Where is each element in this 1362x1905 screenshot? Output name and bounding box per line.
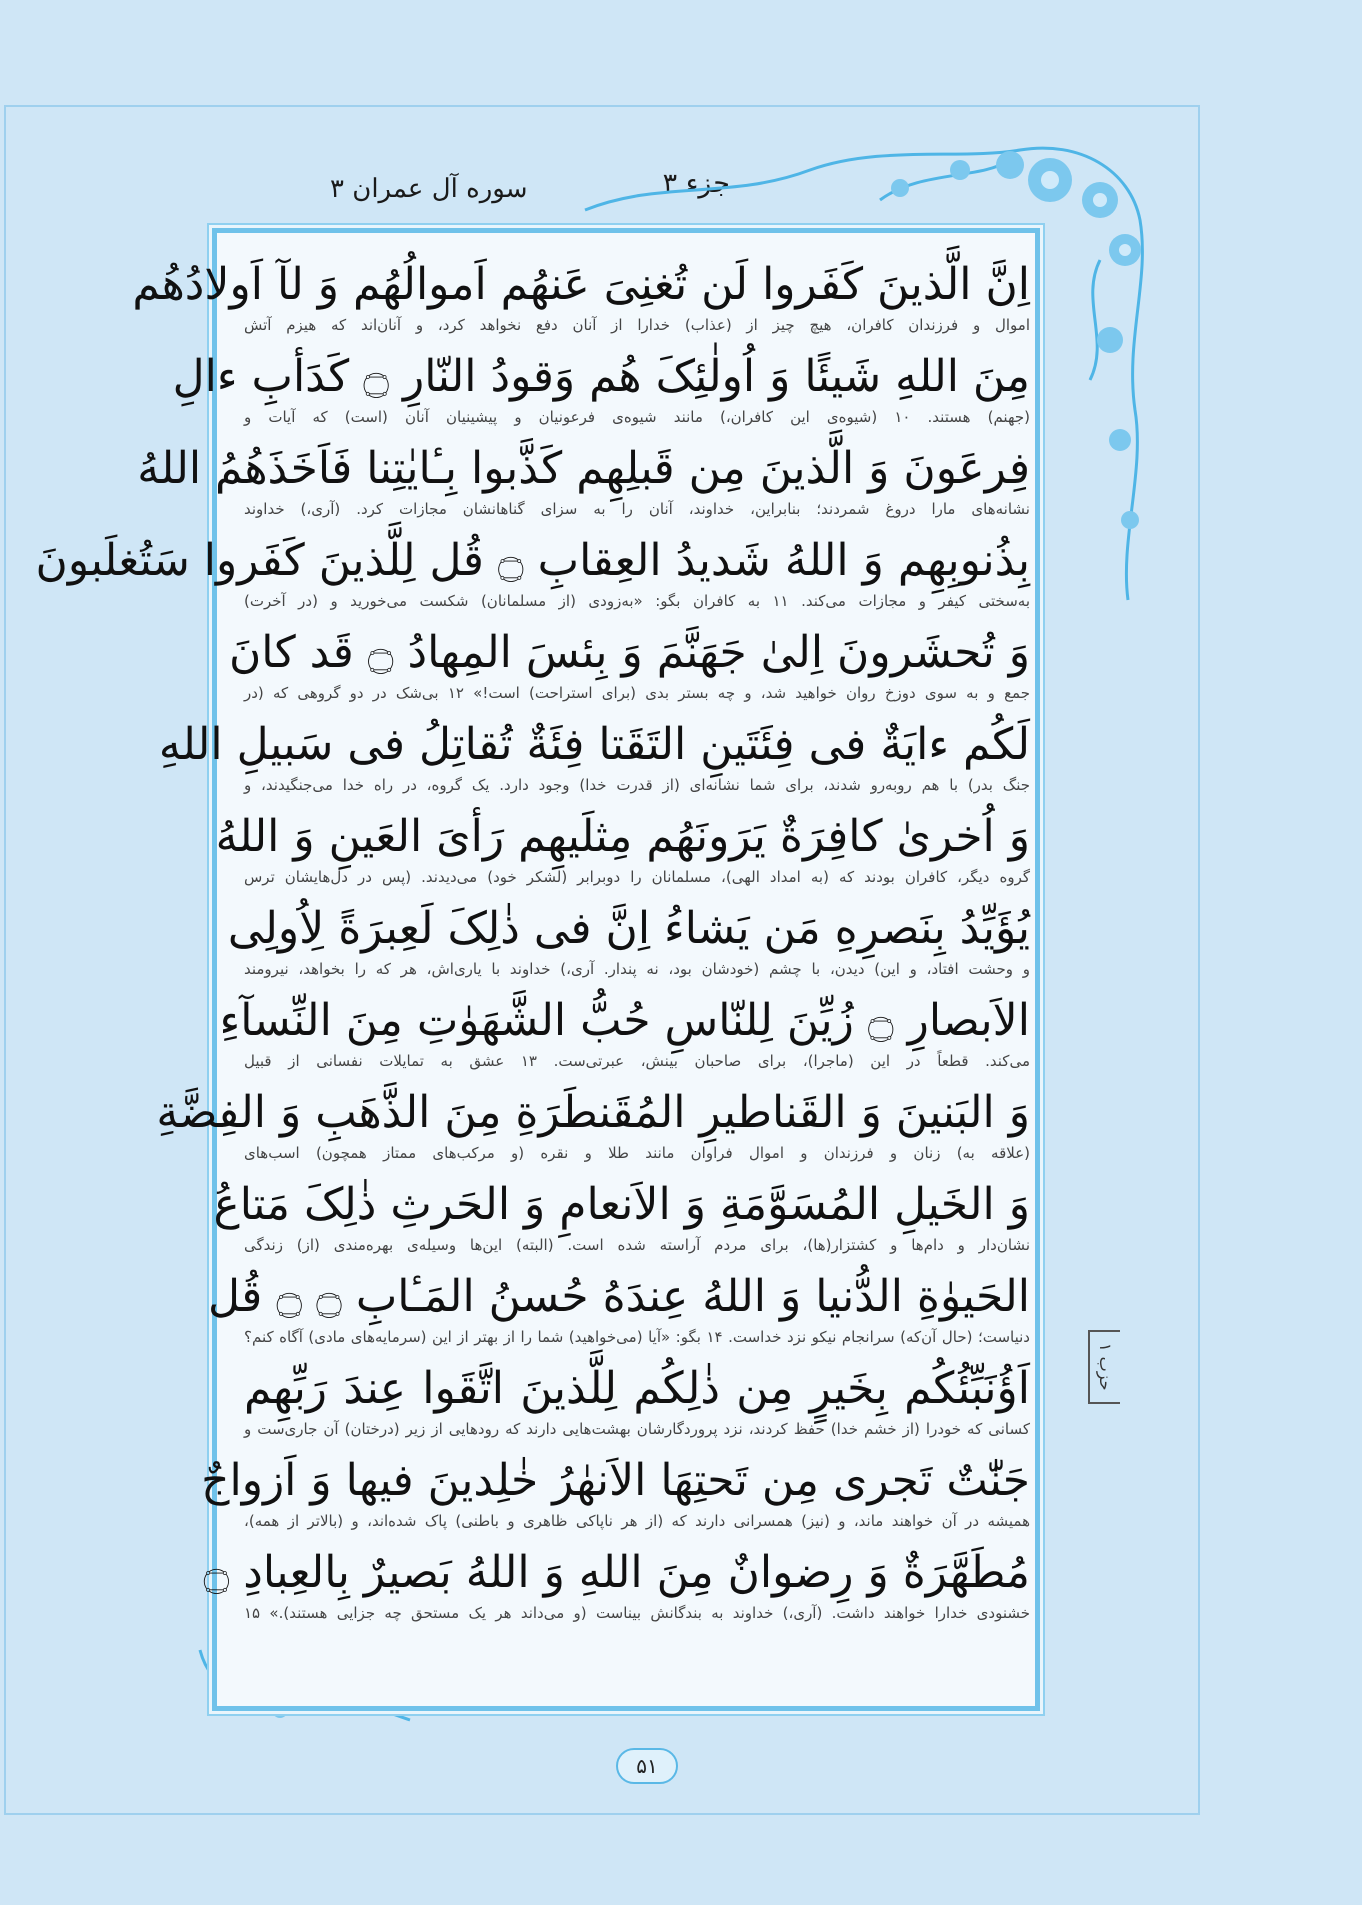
verse-block	[244, 1359, 1030, 1451]
persian-translation-line: می‌کند. قطعاً در این (ماجرا)، برای صاحبان بینش، عبرتی‌ست. ۱۳ عشق به تمایلات نفسانی از قبیل	[244, 1052, 1030, 1070]
arabic-verse-line: مُطَهَّرَةٌ وَ رِضوانٌ مِنَ اللهِ وَ اللهُ بَصیرٌ بِالعِبادِ ۝	[203, 1547, 1030, 1598]
page-number-ornament	[602, 1738, 692, 1794]
verse-block	[201, 1451, 1030, 1543]
page-number: ۵۱	[616, 1748, 678, 1784]
verse-block	[219, 991, 1030, 1083]
persian-translation-line: (جهنم) هستند. ۱۰ (شیوه‌ی این کافران،) مانند شیوه‌ی فرعونیان و پیشینیان آنان (است) که آیات و	[244, 408, 1030, 426]
arabic-verse-line: وَ الخَیلِ المُسَوَّمَةِ وَ الاَنعامِ وَ الحَرثِ ذٰلِکَ مَتاعُ	[213, 1179, 1030, 1230]
verse-block	[137, 439, 1030, 531]
verse-block	[207, 1267, 1030, 1359]
persian-translation-line: دنیاست؛ (حال آن‌که) سرانجام نیکو نزد خداست. ۱۴ بگو: «آیا (می‌خواهید) شما را از بهتر از این (سرمایه‌های مادی) آگاه کنم؟	[244, 1328, 1030, 1346]
persian-translation-line: جنگ بدر) با هم روبه‌رو شدند، برای شما نشانه‌ای (از قدرت خدا) وجود دارد. یک گروه، در راه خدا می‌جنگیدند، و	[244, 776, 1030, 794]
arabic-verse-line: وَ تُحشَرونَ اِلیٰ جَهَنَّمَ وَ بِئسَ المِهادُ ۝ قَد کانَ	[228, 627, 1030, 678]
arabic-verse-line: وَ البَنینَ وَ القَناطیرِ المُقَنطَرَةِ مِنَ الذَّهَبِ وَ الفِضَّةِ	[156, 1087, 1030, 1138]
arabic-verse-line: بِذُنوبِهِم وَ اللهُ شَدیدُ العِقابِ ۝ قُل لِلَّذینَ کَفَروا سَتُغلَبونَ	[35, 535, 1030, 586]
verse-block	[213, 1175, 1030, 1267]
persian-translation-line: همیشه در آن خواهند ماند، و (نیز) همسرانی دارند که (از هر ناپاکی ظاهری و باطنی) پاک شده‌اند، و (بالاتر از همه)،	[244, 1512, 1030, 1530]
verse-block	[35, 531, 1030, 623]
persian-translation-line: به‌سختی کیفر و مجازات می‌کند. ۱۱ به کافران بگو: «به‌زودی (از مسلمانان) شکست می‌خورید و (در آخرت)	[244, 592, 1030, 610]
arabic-verse-line: جَنّٰتٌ تَجری مِن تَحتِهَا الاَنهٰرُ خٰلِدینَ فیها وَ اَزواجٌ	[201, 1455, 1030, 1506]
arabic-verse-line: یُؤَیِّدُ بِنَصرِهِ مَن یَشاءُ اِنَّ فی ذٰلِکَ لَعِبرَةً لِاُولِی	[227, 903, 1030, 954]
verse-block	[172, 347, 1030, 439]
arabic-verse-line: وَ اُخریٰ کافِرَةٌ یَرَونَهُم مِثلَیهِم رَأیَ العَینِ وَ اللهُ	[215, 811, 1030, 862]
juz-label: جزء ۳	[662, 168, 730, 199]
hizb-marker: حزب ۱	[1088, 1330, 1120, 1404]
verse-block	[227, 899, 1030, 991]
verse-block	[156, 1083, 1030, 1175]
persian-translation-line: خشنودی خدارا خواهند داشت. (آری،) خداوند به بندگانش بیناست (و می‌داند هر یک مستحق چه جزایی هستند).» ۱۵	[244, 1604, 1030, 1622]
page-header	[330, 168, 730, 218]
persian-translation-line: نشان‌دار و دام‌ها و کشتزار(ها)، برای مردم آراسته شده است. (البته) این‌ها وسیله‌ی بهره‌مندی (از) زندگی	[244, 1236, 1030, 1254]
persian-translation-line: جمع و به سوی دوزخ روان خواهید شد، و چه بستر بدی (برای استراحت) است!» ۱۲ بی‌شک در دو گروهی که (در	[244, 684, 1030, 702]
arabic-verse-line: فِرعَونَ وَ الَّذینَ مِن قَبلِهِم کَذَّبوا بِـٔایٰتِنا فَاَخَذَهُمُ اللهُ	[137, 443, 1030, 494]
arabic-verse-line: مِنَ اللهِ شَیئًا وَ اُولٰئِکَ هُم وَقودُ النّارِ ۝ کَدَأبِ ءالِ	[172, 351, 1030, 402]
persian-translation-line: و وحشت افتاد، و این) دیدن، با چشم (خودشان بود، نه پندار. آری،) خداوند با یاری‌اش، هر که را بخواهد، نیرومند	[244, 960, 1030, 978]
arabic-verse-line: الحَیوٰةِ الدُّنیا وَ اللهُ عِندَهُ حُسنُ المَـٔابِ ۝ ۝ قُل	[207, 1271, 1030, 1322]
arabic-verse-line: اِنَّ الَّذینَ کَفَروا لَن تُغنِیَ عَنهُم اَموالُهُم وَ لآ اَولادُهُم	[132, 259, 1030, 310]
verse-block	[228, 623, 1030, 715]
persian-translation-line: اموال و فرزندان کافران، هیچ چیز از (عذاب) خدارا از آنان دفع نخواهد کرد، و آنان‌اند که هیزم آتش	[244, 316, 1030, 334]
persian-translation-line: گروه دیگر، کافران بودند که (به امداد الهی)، مسلمانان را دوبرابر (لشکر خود) می‌دیدند. (پس در دل‌هایشان ترس	[244, 868, 1030, 886]
verse-block	[132, 255, 1030, 347]
verse-block	[215, 807, 1030, 899]
verse-block	[203, 1543, 1030, 1635]
verse-block	[158, 715, 1030, 807]
arabic-verse-line: اَؤُنَبِّئُکُم بِخَیرٍ مِن ذٰلِکُم لِلَّذینَ اتَّقَوا عِندَ رَبِّهِم	[244, 1363, 1030, 1414]
arabic-verse-line: الاَبصارِ ۝ زُیِّنَ لِلنّاسِ حُبُّ الشَّهَوٰتِ مِنَ النِّسآءِ	[219, 995, 1030, 1046]
persian-translation-line: کسانی که خودرا (از خشم خدا) حفظ کردند، نزد پروردگارشان بهشت‌هایی دارند که رودهایی از زیر (درختان) آن جاری‌ست و	[244, 1420, 1030, 1438]
arabic-verse-line: لَکُم ءایَةٌ فی فِئَتَینِ التَقَتا فِئَةٌ تُقاتِلُ فی سَبیلِ اللهِ	[158, 719, 1030, 770]
verse-lines	[35, 255, 1030, 1635]
persian-translation-line: (علاقه به) زنان و فرزندان و اموال فراوان مانند طلا و نقره (و مرکب‌های ممتاز همچون) اسب‌های	[244, 1144, 1030, 1162]
persian-translation-line: نشانه‌های مارا دروغ شمردند؛ بنابراین، خداوند، آنان را به سزای گناهانشان مجازات کرد. (آری،) خداوند	[244, 500, 1030, 518]
surah-label: سوره آل عمران ۳	[330, 174, 528, 204]
